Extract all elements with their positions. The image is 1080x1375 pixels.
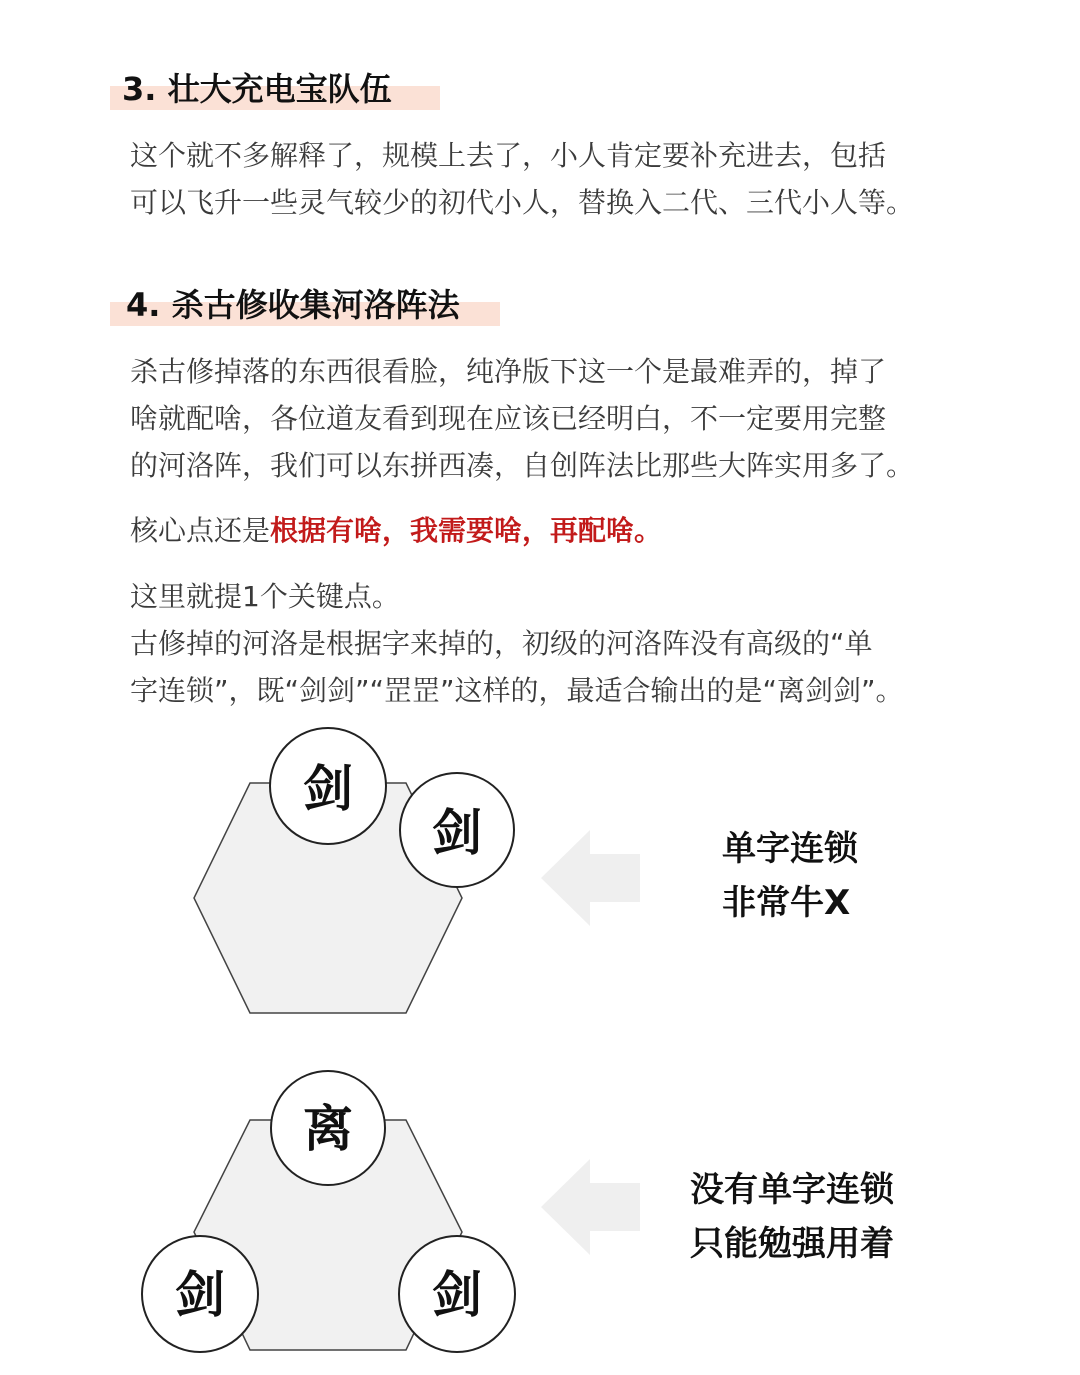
keypoint-line: 这里就提1个关键点。 (130, 580, 400, 613)
section-4-paragraph (130, 348, 1030, 489)
detail-line: 字连锁”，既“剑剑”“罡罡”这样的，最适合输出的是“离剑剑”。 (130, 674, 904, 707)
glyph-top: 剑 (303, 759, 353, 818)
keypoint-paragraph (130, 573, 1030, 714)
diagram-1-svg (0, 720, 1080, 1040)
glyph-top: 离 (303, 1099, 353, 1158)
glyph-left: 剑 (175, 1265, 225, 1324)
glyph-right: 剑 (432, 803, 482, 862)
core-point-prefix: 核心点还是 (130, 514, 271, 547)
paragraph-line: 杀古修掉落的东西很看脸，纯净版下这一个是最难弄的，掉了 (130, 355, 887, 388)
section-3-paragraph (130, 132, 1030, 226)
section-4-heading (110, 278, 500, 326)
diagram-2-caption (690, 1163, 894, 1271)
diagram-1-caption (722, 822, 858, 930)
caption-line: 单字连锁 (722, 829, 858, 869)
section-4-title: 4. 杀古修收集河洛阵法 (126, 286, 460, 324)
diagram-2-svg (0, 1060, 1080, 1375)
paragraph-line: 可以飞升一些灵气较少的初代小人，替换入二代、三代小人等。 (130, 186, 915, 219)
core-point-emphasis: 根据有啥，我需要啥，再配啥。 (270, 514, 663, 547)
section-3-title: 3. 壮大充电宝队伍 (122, 70, 392, 108)
glyph-right: 剑 (432, 1265, 482, 1324)
paragraph-line: 的河洛阵，我们可以东拼西凑，自创阵法比那些大阵实用多了。 (130, 449, 915, 482)
paragraph-line: 啥就配啥，各位道友看到现在应该已经明白，不一定要用完整 (130, 402, 887, 435)
section-3-heading (110, 62, 440, 110)
diagram-single-chain (0, 720, 1080, 1040)
caption-line: 只能勉强用着 (690, 1224, 894, 1264)
detail-line: 古修掉的河洛是根据字来掉的，初级的河洛阵没有高级的“单 (130, 627, 873, 660)
arrow-left-icon (541, 830, 640, 926)
core-point (130, 507, 1030, 554)
diagram-no-chain (0, 1060, 1080, 1375)
caption-line: 没有单字连锁 (690, 1170, 894, 1210)
paragraph-line: 这个就不多解释了，规模上去了，小人肯定要补充进去，包括 (130, 139, 887, 172)
arrow-left-icon (541, 1159, 640, 1255)
caption-line: 非常牛X (722, 883, 851, 923)
